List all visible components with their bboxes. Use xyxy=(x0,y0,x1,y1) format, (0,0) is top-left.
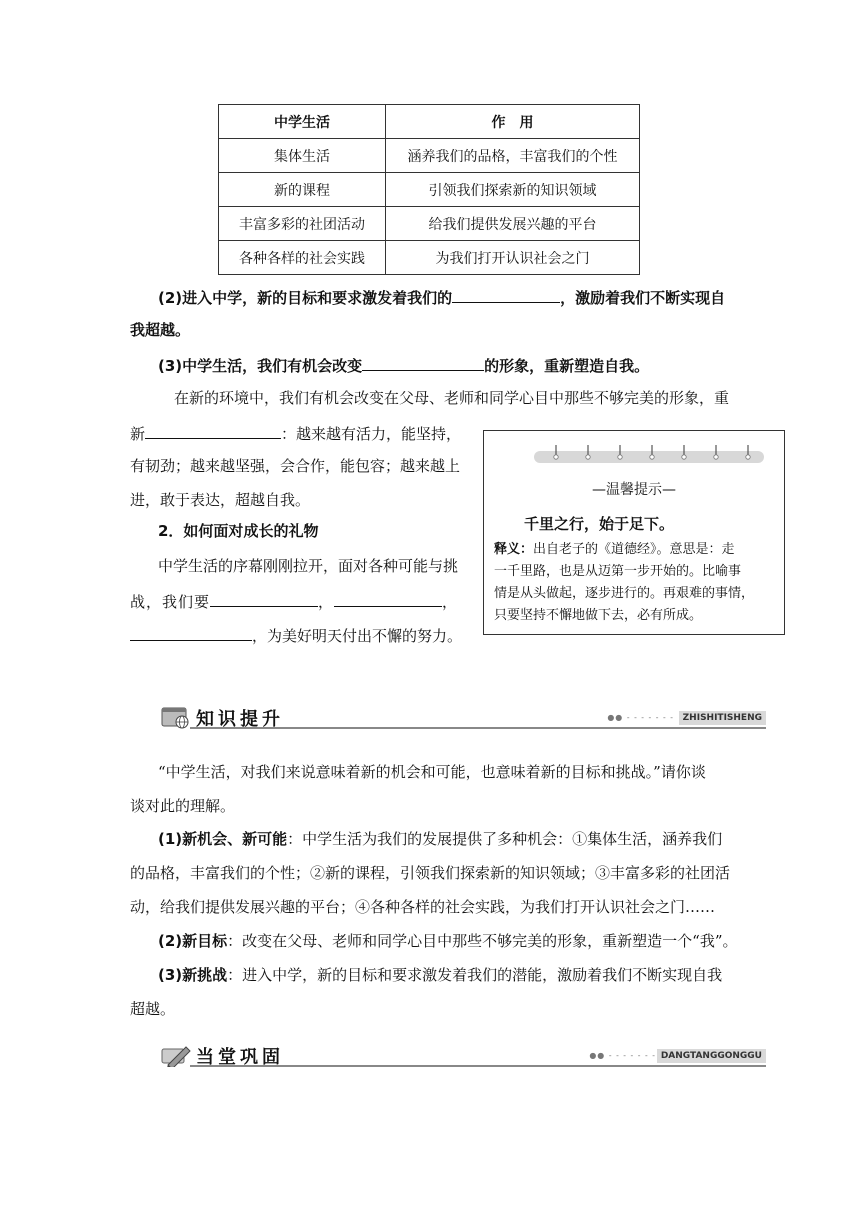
spiral-binding-icon xyxy=(534,443,764,465)
fill-blank[interactable] xyxy=(334,590,442,607)
table-header-cell: 作 用 xyxy=(386,105,640,139)
item-text: ，激励着我们不断实现自 xyxy=(560,289,726,307)
tip-label: 释义： xyxy=(494,542,534,557)
point-text: ：进入中学，新的目标和要求激发着我们的潜能，激励着我们不断实现自我 xyxy=(227,966,723,984)
tip-text: 一千里路，也是从迈第一步开始的。比喻事 xyxy=(494,564,742,579)
knowledge-intro-1: “中学生活，对我们来说意味着新的机会和可能，也意味着新的目标和挑战。”请你谈 xyxy=(158,763,706,781)
para-line-4: 进，敢于表达，超越自我。 xyxy=(130,491,311,509)
item-text: 中学生活，我们有机会改变 xyxy=(182,357,363,375)
pencil-icon xyxy=(160,1043,192,1067)
table-row xyxy=(219,173,640,207)
globe-window-icon xyxy=(160,705,192,729)
banner-rule xyxy=(190,727,766,729)
fill-blank[interactable] xyxy=(145,422,281,439)
item-3-line xyxy=(158,354,649,376)
table-cell: 给我们提供发展兴趣的平台 xyxy=(386,207,640,241)
banner-title: 知识提升 xyxy=(196,709,284,730)
section-text: ， xyxy=(318,593,335,611)
fill-blank[interactable] xyxy=(362,354,484,371)
role-table xyxy=(218,104,640,275)
fill-blank[interactable] xyxy=(452,286,560,303)
tip-text: 出自老子的《道德经》。意思是：走 xyxy=(533,542,735,557)
table-cell: 引领我们探索新的知识领域 xyxy=(386,173,640,207)
point-label: (2)新目标 xyxy=(158,932,228,950)
banner-rule xyxy=(190,1065,766,1067)
tip-text: 只要坚持不懈地做下去，必有所成。 xyxy=(494,608,703,623)
table-header-row xyxy=(219,105,640,139)
para-line-3: 有韧劲；越来越坚强，会合作，能包容；越来越上 xyxy=(130,457,461,475)
section-banner-knowledge xyxy=(160,705,766,729)
item-2-line-2: 我超越。 xyxy=(130,321,191,339)
point-text: ：中学生活为我们的发展提供了多种机会：①集体生活，涵养我们 xyxy=(287,830,723,848)
fill-blank[interactable] xyxy=(130,624,252,641)
item-number: (2) xyxy=(158,289,183,307)
banner-code: ZHISHITISHENG xyxy=(679,711,766,725)
knowledge-point-2 xyxy=(158,931,738,951)
item-text: 的形象，重新塑造自我。 xyxy=(484,357,650,375)
section-banner-practice xyxy=(160,1043,766,1067)
tip-box xyxy=(483,430,785,635)
section-text: 战，我们要 xyxy=(130,593,211,611)
para-text: ：越来越有活力，能坚持， xyxy=(281,425,462,443)
banner-code: DANGTANGGONGGU xyxy=(657,1049,766,1063)
knowledge-point-1-line-2: 的品格，丰富我们的个性；②新的课程，引领我们探索新的知识领域；③丰富多彩的社团活 xyxy=(130,864,731,882)
tip-quote: 千里之行，始于足下。 xyxy=(524,515,675,533)
para-line-2 xyxy=(130,422,461,444)
table-cell: 涵养我们的品格，丰富我们的个性 xyxy=(386,139,640,173)
item-number: (3) xyxy=(158,357,183,375)
fill-blank[interactable] xyxy=(210,590,318,607)
knowledge-point-1-line-3: 动，给我们提供发展兴趣的平台；④各种各样的社会实践，为我们打开认识社会之门…… xyxy=(130,898,716,916)
section-2-line-3 xyxy=(130,624,462,646)
tip-text: 情是从头做起，逐步进行的。再艰难的事情， xyxy=(494,586,755,601)
section-2-heading: 2．如何面对成长的礼物 xyxy=(158,522,319,540)
table-cell: 丰富多彩的社团活动 xyxy=(219,207,386,241)
point-text: ：改变在父母、老师和同学心目中那些不够完美的形象，重新塑造一个“我”。 xyxy=(227,932,738,950)
table-cell: 各种各样的社会实践 xyxy=(219,241,386,275)
item-text: 进入中学，新的目标和要求激发着我们的 xyxy=(182,289,453,307)
banner-title: 当堂巩固 xyxy=(196,1047,284,1068)
table-cell: 集体生活 xyxy=(219,139,386,173)
knowledge-point-3-line-2: 超越。 xyxy=(130,1000,176,1018)
knowledge-point-1 xyxy=(158,829,722,849)
table-row xyxy=(219,207,640,241)
section-2-line-1: 中学生活的序幕刚刚拉开，面对各种可能与挑 xyxy=(158,557,459,575)
item-2-line-1 xyxy=(158,286,725,308)
tip-title: —温馨提示— xyxy=(592,482,676,498)
table-row xyxy=(219,139,640,173)
point-label: (1)新机会、新可能 xyxy=(158,830,288,848)
knowledge-point-3 xyxy=(158,965,722,985)
banner-dots-icon: ●● - - - - - - - xyxy=(589,1051,656,1060)
section-text: ，为美好明天付出不懈的努力。 xyxy=(252,627,463,645)
table-row xyxy=(219,241,640,275)
para-text: 新 xyxy=(130,425,146,443)
banner-dots-icon: ●● - - - - - - - xyxy=(607,713,674,722)
table-header-cell: 中学生活 xyxy=(219,105,386,139)
table-cell: 新的课程 xyxy=(219,173,386,207)
point-label: (3)新挑战 xyxy=(158,966,228,984)
section-text: ， xyxy=(442,593,459,611)
table-cell: 为我们打开认识社会之门 xyxy=(386,241,640,275)
section-2-line-2 xyxy=(130,590,458,612)
tip-explanation xyxy=(494,539,784,627)
knowledge-intro-2: 谈对此的理解。 xyxy=(130,797,236,815)
para-line-1: 在新的环境中，我们有机会改变在父母、老师和同学心目中那些不够完美的形象，重 xyxy=(174,389,730,407)
